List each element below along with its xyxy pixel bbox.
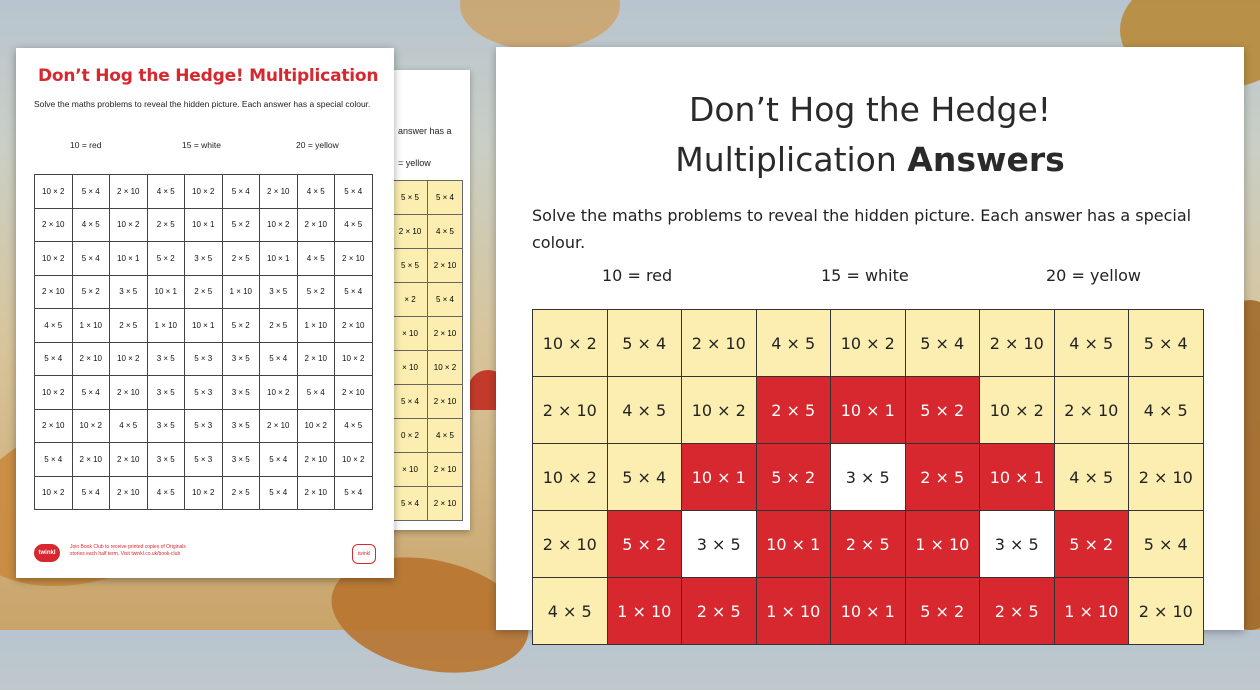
answers-grid-cell: 10 × 1 — [756, 511, 831, 578]
worksheet-grid-cell: 10 × 2 — [35, 242, 73, 276]
back-grid-row — [393, 351, 463, 385]
answers-grid-cell: 10 × 2 — [980, 377, 1055, 444]
worksheet-grid-cell: 10 × 2 — [260, 208, 298, 242]
worksheet-grid-cell: 4 × 5 — [297, 242, 335, 276]
answers-instructions: Solve the maths problems to reveal the hidden picture. Each answer has a special colour. — [532, 206, 1192, 252]
worksheet-grid-cell: 2 × 10 — [110, 376, 148, 410]
back-grid-cell: 5 × 4 — [393, 487, 428, 521]
answers-grid-cell: 10 × 2 — [533, 444, 608, 511]
worksheet-grid-cell: 2 × 5 — [110, 309, 148, 343]
worksheet-grid-cell: 5 × 4 — [72, 376, 110, 410]
worksheet-grid-cell: 2 × 10 — [35, 208, 73, 242]
answers-grid-cell: 4 × 5 — [607, 377, 682, 444]
worksheet-grid-cell: 5 × 4 — [35, 443, 73, 477]
answers-grid-row — [533, 377, 1204, 444]
twinkl-logo: twinkl — [34, 544, 60, 562]
worksheet-grid-cell: 5 × 4 — [335, 275, 373, 309]
worksheet-grid-row — [35, 409, 373, 443]
worksheet-grid-cell: 2 × 5 — [147, 208, 185, 242]
worksheet-grid-cell: 5 × 4 — [335, 476, 373, 510]
worksheet-grid-cell: 4 × 5 — [335, 409, 373, 443]
worksheet-grid-row — [35, 376, 373, 410]
back-grid-cell: × 10 — [393, 351, 428, 385]
worksheet-grid-cell: 2 × 10 — [35, 275, 73, 309]
worksheet-grid-cell: 10 × 2 — [110, 342, 148, 376]
worksheet-grid-cell: 1 × 10 — [72, 309, 110, 343]
worksheet-grid-cell: 4 × 5 — [147, 476, 185, 510]
answers-grid-row — [533, 511, 1204, 578]
worksheet-grid-cell: 3 × 5 — [147, 409, 185, 443]
worksheet-grid-cell: 5 × 4 — [72, 476, 110, 510]
worksheet-grid-cell: 1 × 10 — [222, 275, 260, 309]
worksheet-grid-cell: 2 × 5 — [222, 242, 260, 276]
answers-key-yellow: 20 = yellow — [1046, 266, 1142, 285]
worksheet-grid-row — [35, 275, 373, 309]
answers-grid-cell: 5 × 4 — [607, 444, 682, 511]
back-grid-cell: 2 × 10 — [428, 385, 463, 419]
answers-grid-row — [533, 310, 1204, 377]
worksheet-grid-cell: 2 × 10 — [335, 242, 373, 276]
back-sheet-grid — [392, 180, 463, 521]
worksheet-grid-cell: 10 × 2 — [72, 409, 110, 443]
worksheet-grid-cell: 5 × 3 — [185, 376, 223, 410]
answers-panel — [496, 47, 1244, 630]
worksheet-grid-cell: 2 × 10 — [335, 376, 373, 410]
answers-grid-cell: 5 × 4 — [1129, 511, 1204, 578]
worksheet-grid-row — [35, 443, 373, 477]
answers-grid-cell: 5 × 4 — [607, 310, 682, 377]
worksheet-grid-cell: 5 × 3 — [185, 443, 223, 477]
worksheet-grid-cell: 2 × 10 — [72, 443, 110, 477]
answers-grid-cell: 3 × 5 — [831, 444, 906, 511]
worksheet-grid-cell: 3 × 5 — [147, 342, 185, 376]
answers-grid-cell: 10 × 1 — [831, 377, 906, 444]
back-grid-row — [393, 419, 463, 453]
back-sheet-text: answer has a — [398, 126, 452, 136]
worksheet-grid-cell: 10 × 2 — [110, 208, 148, 242]
answers-grid-cell: 3 × 5 — [682, 511, 757, 578]
worksheet-grid-cell: 2 × 10 — [335, 309, 373, 343]
back-grid-cell: × 10 — [393, 453, 428, 487]
answers-grid-cell: 4 × 5 — [533, 578, 608, 645]
answers-grid-cell: 10 × 1 — [980, 444, 1055, 511]
back-grid-cell: 2 × 10 — [428, 249, 463, 283]
worksheet-grid-cell: 3 × 5 — [222, 443, 260, 477]
back-grid-cell: 5 × 4 — [428, 283, 463, 317]
worksheet-grid-cell: 10 × 2 — [35, 476, 73, 510]
worksheet-grid-cell: 10 × 2 — [185, 476, 223, 510]
answers-grid-cell: 2 × 10 — [533, 511, 608, 578]
answers-title-line1: Don’t Hog the Hedge! — [688, 90, 1052, 129]
worksheet-grid-cell: 5 × 2 — [222, 208, 260, 242]
worksheet-grid-cell: 4 × 5 — [147, 175, 185, 209]
back-grid-cell: 5 × 5 — [393, 181, 428, 215]
worksheet-grid-cell: 10 × 1 — [260, 242, 298, 276]
answers-grid-cell: 1 × 10 — [607, 578, 682, 645]
worksheet-grid-row — [35, 342, 373, 376]
worksheet-grid-cell: 2 × 10 — [110, 175, 148, 209]
worksheet-grid-cell: 2 × 10 — [110, 476, 148, 510]
answers-grid-row — [533, 578, 1204, 645]
worksheet-title: Don’t Hog the Hedge! Multiplication — [38, 66, 379, 86]
answers-grid-cell: 1 × 10 — [1054, 578, 1129, 645]
worksheet-grid-cell: 2 × 10 — [35, 409, 73, 443]
answers-grid-cell: 5 × 2 — [607, 511, 682, 578]
back-grid-cell: 4 × 5 — [428, 215, 463, 249]
worksheet-grid-cell: 10 × 2 — [297, 409, 335, 443]
answers-grid-cell: 2 × 5 — [980, 578, 1055, 645]
worksheet-grid-cell: 2 × 5 — [260, 309, 298, 343]
back-grid-row — [393, 317, 463, 351]
key-white: 15 = white — [182, 140, 221, 150]
worksheet-grid-cell: 1 × 10 — [147, 309, 185, 343]
answers-grid-cell: 4 × 5 — [756, 310, 831, 377]
back-grid-cell: 10 × 2 — [428, 351, 463, 385]
worksheet-grid-cell: 10 × 2 — [185, 175, 223, 209]
worksheet-grid-cell: 4 × 5 — [335, 208, 373, 242]
worksheet-grid-cell: 3 × 5 — [260, 275, 298, 309]
worksheet-grid-cell: 1 × 10 — [297, 309, 335, 343]
worksheet-grid-cell: 5 × 2 — [222, 309, 260, 343]
worksheet-grid-cell: 5 × 3 — [185, 342, 223, 376]
worksheet-grid-row — [35, 175, 373, 209]
worksheet-grid-cell: 2 × 10 — [297, 208, 335, 242]
worksheet-grid-cell: 3 × 5 — [222, 409, 260, 443]
back-grid-cell: 2 × 10 — [428, 317, 463, 351]
worksheet-grid-cell: 10 × 1 — [147, 275, 185, 309]
worksheet-grid-cell: 4 × 5 — [297, 175, 335, 209]
twinkl-logo-small: twinkl — [352, 544, 376, 564]
answers-grid-cell: 2 × 5 — [756, 377, 831, 444]
worksheet-grid-cell: 5 × 2 — [72, 275, 110, 309]
worksheet-grid-cell: 2 × 10 — [297, 476, 335, 510]
back-grid-cell: 2 × 10 — [428, 453, 463, 487]
answers-grid — [532, 309, 1204, 645]
worksheet-grid-cell: 5 × 4 — [260, 476, 298, 510]
worksheet-grid-cell: 5 × 4 — [35, 342, 73, 376]
worksheet-grid-cell: 10 × 1 — [185, 309, 223, 343]
answers-title-multiplication: Multiplication — [675, 140, 897, 179]
worksheet-grid-cell: 4 × 5 — [72, 208, 110, 242]
worksheet-grid-cell: 5 × 4 — [260, 443, 298, 477]
worksheet-grid-row — [35, 208, 373, 242]
answers-title-bold: Answers — [907, 140, 1065, 179]
back-sheet-text: = yellow — [398, 158, 431, 168]
answers-grid-cell: 2 × 10 — [533, 377, 608, 444]
back-grid-row — [393, 385, 463, 419]
back-grid-cell: 4 × 5 — [428, 419, 463, 453]
answers-key-white: 15 = white — [821, 266, 909, 285]
answers-grid-cell: 4 × 5 — [1054, 444, 1129, 511]
back-grid-cell: × 2 — [393, 283, 428, 317]
worksheet-grid-cell: 3 × 5 — [185, 242, 223, 276]
answers-grid-cell: 5 × 2 — [905, 377, 980, 444]
worksheet-grid-cell: 3 × 5 — [147, 443, 185, 477]
worksheet-grid-cell: 10 × 1 — [185, 208, 223, 242]
answers-grid-cell: 10 × 2 — [533, 310, 608, 377]
back-grid-row — [393, 487, 463, 521]
worksheet-grid-row — [35, 242, 373, 276]
worksheet — [16, 48, 394, 578]
back-grid-row — [393, 181, 463, 215]
worksheet-grid-cell: 3 × 5 — [110, 275, 148, 309]
back-grid-row — [393, 453, 463, 487]
worksheet-grid-cell: 4 × 5 — [110, 409, 148, 443]
answers-grid-cell: 2 × 10 — [1054, 377, 1129, 444]
worksheet-grid-cell: 4 × 5 — [35, 309, 73, 343]
answers-grid-cell: 5 × 4 — [1129, 310, 1204, 377]
answers-grid-cell: 10 × 1 — [831, 578, 906, 645]
worksheet-grid-cell: 10 × 1 — [110, 242, 148, 276]
answers-grid-cell: 2 × 5 — [682, 578, 757, 645]
worksheet-grid-cell: 5 × 2 — [147, 242, 185, 276]
footer-text: Join Book Club to receive printed copies of Originals stories each half term. Visit twinkl.co.uk/book-club — [70, 544, 186, 557]
worksheet-grid-cell: 2 × 5 — [185, 275, 223, 309]
answers-grid-cell: 2 × 10 — [980, 310, 1055, 377]
key-yellow: 20 = yellow — [296, 140, 339, 150]
answers-grid-cell: 10 × 2 — [831, 310, 906, 377]
answers-title — [496, 85, 1244, 185]
answers-grid-cell: 2 × 10 — [1129, 578, 1204, 645]
answers-grid-cell: 2 × 5 — [905, 444, 980, 511]
answers-grid-cell: 3 × 5 — [980, 511, 1055, 578]
worksheet-grid-cell: 10 × 2 — [260, 376, 298, 410]
answers-grid-cell: 2 × 5 — [831, 511, 906, 578]
worksheet-grid-cell: 2 × 10 — [260, 175, 298, 209]
answers-grid-cell: 2 × 10 — [1129, 444, 1204, 511]
answers-grid-cell: 4 × 5 — [1129, 377, 1204, 444]
worksheet-grid-cell: 5 × 4 — [297, 376, 335, 410]
worksheet-grid-cell: 2 × 5 — [222, 476, 260, 510]
answers-grid-cell: 1 × 10 — [756, 578, 831, 645]
worksheet-grid-cell: 2 × 10 — [297, 342, 335, 376]
worksheet-grid-cell: 5 × 4 — [72, 175, 110, 209]
worksheet-grid-cell: 2 × 10 — [72, 342, 110, 376]
worksheet-grid — [34, 174, 373, 510]
answers-grid-cell: 5 × 2 — [905, 578, 980, 645]
worksheet-grid-cell: 2 × 10 — [260, 409, 298, 443]
answers-title-line2 — [496, 135, 1244, 185]
worksheet-grid-cell: 10 × 2 — [335, 342, 373, 376]
worksheet-grid-cell: 5 × 4 — [72, 242, 110, 276]
back-grid-row — [393, 215, 463, 249]
answers-grid-cell: 10 × 1 — [682, 444, 757, 511]
autumn-leaf-decoration — [460, 0, 620, 50]
worksheet-grid-cell: 3 × 5 — [222, 342, 260, 376]
answers-grid-cell: 4 × 5 — [1054, 310, 1129, 377]
back-grid-cell: 5 × 5 — [393, 249, 428, 283]
worksheet-grid-cell: 5 × 4 — [260, 342, 298, 376]
worksheet-grid-cell: 2 × 10 — [110, 443, 148, 477]
back-grid-cell: 0 × 2 — [393, 419, 428, 453]
worksheet-grid-cell: 10 × 2 — [35, 376, 73, 410]
back-grid-cell: 5 × 4 — [393, 385, 428, 419]
worksheet-grid-row — [35, 476, 373, 510]
back-grid-cell: 2 × 10 — [393, 215, 428, 249]
answers-grid-cell: 5 × 4 — [905, 310, 980, 377]
answers-grid-cell: 5 × 2 — [756, 444, 831, 511]
worksheet-grid-row — [35, 309, 373, 343]
worksheet-instructions: Solve the maths problems to reveal the hidden picture. Each answer has a special colour. — [34, 99, 371, 109]
back-grid-cell: 5 × 4 — [428, 181, 463, 215]
worksheet-grid-cell: 10 × 2 — [335, 443, 373, 477]
back-grid-cell: × 10 — [393, 317, 428, 351]
worksheet-grid-cell: 3 × 5 — [147, 376, 185, 410]
worksheet-grid-cell: 5 × 2 — [297, 275, 335, 309]
back-grid-cell: 2 × 10 — [428, 487, 463, 521]
answers-grid-cell: 1 × 10 — [905, 511, 980, 578]
worksheet-footer — [34, 544, 378, 566]
worksheet-grid-cell: 3 × 5 — [222, 376, 260, 410]
worksheet-grid-cell: 2 × 10 — [297, 443, 335, 477]
answers-grid-cell: 5 × 2 — [1054, 511, 1129, 578]
answers-grid-cell: 10 × 2 — [682, 377, 757, 444]
worksheet-grid-cell: 5 × 4 — [335, 175, 373, 209]
answers-grid-row — [533, 444, 1204, 511]
answers-key-red: 10 = red — [602, 266, 673, 285]
back-grid-row — [393, 249, 463, 283]
back-grid-row — [393, 283, 463, 317]
worksheet-grid-cell: 5 × 4 — [222, 175, 260, 209]
key-red: 10 = red — [70, 140, 102, 150]
answers-grid-cell: 2 × 10 — [682, 310, 757, 377]
worksheet-grid-cell: 5 × 3 — [185, 409, 223, 443]
worksheet-grid-cell: 10 × 2 — [35, 175, 73, 209]
